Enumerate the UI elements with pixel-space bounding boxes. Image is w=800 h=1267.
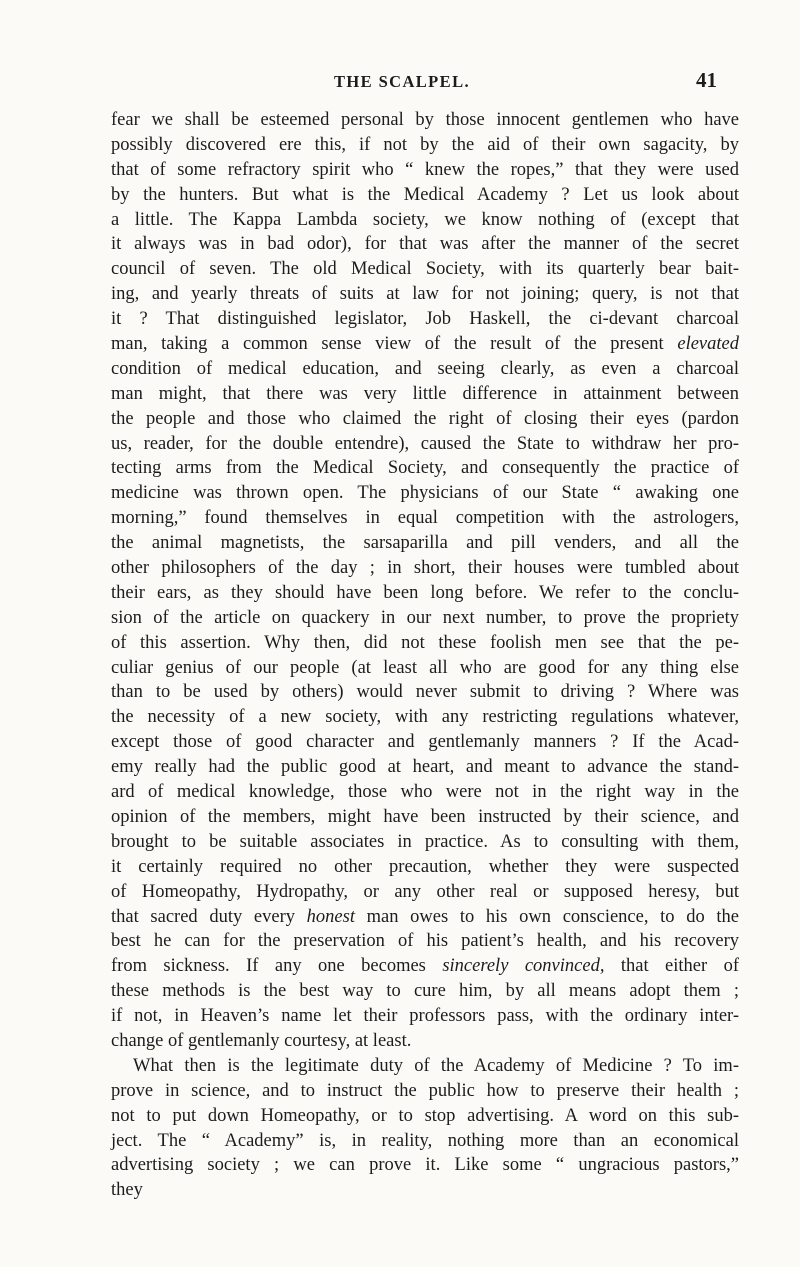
text-line xyxy=(111,556,739,581)
line-text: these methods is the best way to cure him, by all means adopt them ; xyxy=(111,981,739,1002)
line-text: by the hunters. But what is the Medical Academy ? Let us look about xyxy=(111,184,739,205)
text-line xyxy=(111,830,739,855)
line-text: their ears, as they should have been long before. We refer to the conclu- xyxy=(111,582,739,603)
line-text: the animal magnetists, the sarsaparilla and pill venders, and all the xyxy=(111,533,739,554)
text-line xyxy=(111,232,739,257)
line-text: change of gentlemanly courtesy, at least. xyxy=(111,1030,412,1051)
text-line xyxy=(111,606,739,631)
text-line xyxy=(111,432,739,457)
text-line xyxy=(111,133,739,158)
line-text: us, reader, for the double entendre), caused the State to withdraw her pro- xyxy=(111,433,739,454)
line-text: man, taking a common sense view of the result of the present xyxy=(111,334,678,355)
line-text: ing, and yearly threats of suits at law for not joining; query, is not that xyxy=(111,284,739,305)
text-line xyxy=(111,680,739,705)
text-line xyxy=(111,1079,739,1104)
line-text: that either of xyxy=(604,956,740,977)
text-line xyxy=(111,631,739,656)
line-text: if not, in Heaven’s name let their professors pass, with the ordinary inter- xyxy=(111,1006,739,1027)
running-head: THE SCALPEL. xyxy=(334,72,470,91)
line-text: the people and those who claimed the right of closing their eyes (pardon xyxy=(111,408,739,429)
text-line xyxy=(111,979,739,1004)
line-text: it certainly required no other precaution, whether they were suspected xyxy=(111,856,739,877)
body-text xyxy=(111,108,739,1203)
line-text: council of seven. The old Medical Society, with its quarterly bear bait- xyxy=(111,259,739,280)
text-line xyxy=(111,456,739,481)
line-text: they xyxy=(111,1180,143,1201)
line-text: except those of good character and gentlemanly manners ? If the Acad- xyxy=(111,732,739,753)
text-line xyxy=(111,531,739,556)
text-line xyxy=(111,357,739,382)
text-line xyxy=(111,656,739,681)
text-line xyxy=(111,407,739,432)
line-text: morning,” found themselves in equal competition with the astrologers, xyxy=(111,508,739,529)
line-text: man owes to his own conscience, to do the xyxy=(354,906,739,927)
text-line xyxy=(111,730,739,755)
line-text: advertising society ; we can prove it. Like some “ ungracious pastors,” xyxy=(111,1155,739,1176)
line-text: ject. The “ Academy” is, in reality, nothing more than an economical xyxy=(111,1130,739,1151)
line-text: culiar genius of our people (at least all who are good for any thing else xyxy=(111,657,739,678)
text-line xyxy=(111,382,739,407)
text-line xyxy=(111,1104,739,1129)
text-line xyxy=(111,954,739,979)
text-line xyxy=(111,183,739,208)
line-text: other philosophers of the day ; in short, their houses were tumbled about xyxy=(111,558,739,579)
text-line xyxy=(111,705,739,730)
line-text: of Homeopathy, Hydropathy, or any other real or supposed heresy, but xyxy=(111,881,739,902)
text-line xyxy=(111,506,739,531)
line-text: than to be used by others) would never submit to driving ? Where was xyxy=(111,682,739,703)
line-text: of this assertion. Why then, did not these foolish men see that the pe- xyxy=(111,632,739,653)
line-text: from sickness. If any one becomes xyxy=(111,956,443,977)
text-line xyxy=(111,581,739,606)
italic-text: sincerely convinced, xyxy=(442,956,605,977)
italic-text: elevated xyxy=(677,334,739,355)
line-text: condition of medical education, and seeing clearly, as even a charcoal xyxy=(111,358,739,379)
text-line xyxy=(111,1153,739,1178)
line-text: man might, that there was very little difference in attainment between xyxy=(111,383,739,404)
text-line xyxy=(111,307,739,332)
text-line xyxy=(111,755,739,780)
text-line xyxy=(111,1004,739,1029)
text-line xyxy=(111,158,739,183)
line-text: prove in science, and to instruct the public how to preserve their health ; xyxy=(111,1080,739,1101)
paragraph xyxy=(111,1054,739,1203)
text-line xyxy=(111,108,739,133)
line-text: possibly discovered ere this, if not by the aid of their own sagacity, by xyxy=(111,134,739,155)
text-line xyxy=(111,1178,739,1203)
text-line xyxy=(111,208,739,233)
text-line xyxy=(111,880,739,905)
line-text: What then is the legitimate duty of the Academy of Medicine ? To im- xyxy=(133,1055,739,1076)
line-text: it ? That distinguished legislator, Job Haskell, the ci-devant charcoal xyxy=(111,309,739,330)
line-text: medicine was thrown open. The physicians of our State “ awaking one xyxy=(111,483,739,504)
text-line xyxy=(111,905,739,930)
line-text: tecting arms from the Medical Society, and consequently the practice of xyxy=(111,458,739,479)
line-text: opinion of the members, might have been instructed by their science, and xyxy=(111,806,739,827)
line-text: brought to be suitable associates in practice. As to consulting with them, xyxy=(111,831,739,852)
text-line xyxy=(111,332,739,357)
line-text: sion of the article on quackery in our next number, to prove the propriety xyxy=(111,607,739,628)
line-text: that sacred duty every xyxy=(111,906,307,927)
line-text: fear we shall be esteemed personal by those innocent gentlemen who have xyxy=(111,110,739,130)
line-text: a little. The Kappa Lambda society, we know nothing of (except that xyxy=(111,209,739,230)
line-text: ard of medical knowledge, those who were not in the right way in the xyxy=(111,782,739,803)
text-line xyxy=(111,855,739,880)
line-text: that of some refractory spirit who “ knew the ropes,” that they were used xyxy=(111,159,739,180)
text-line xyxy=(111,929,739,954)
line-text: it always was in bad odor), for that was after the manner of the secret xyxy=(111,234,739,255)
text-line xyxy=(111,1054,739,1079)
text-line xyxy=(111,1029,739,1054)
line-text: the necessity of a new society, with any restricting regulations whatever, xyxy=(111,707,739,728)
page-number: 41 xyxy=(696,68,717,92)
line-text: not to put down Homeopathy, or to stop advertising. A word on this sub- xyxy=(111,1105,739,1126)
text-line xyxy=(111,481,739,506)
line-text: emy really had the public good at heart, and meant to advance the stand- xyxy=(111,757,739,778)
text-line xyxy=(111,805,739,830)
text-line xyxy=(111,1129,739,1154)
text-line xyxy=(111,257,739,282)
line-text: best he can for the preservation of his patient’s health, and his recovery xyxy=(111,931,739,952)
text-line xyxy=(111,780,739,805)
text-line xyxy=(111,282,739,307)
paragraph xyxy=(111,108,739,1054)
italic-text: honest xyxy=(306,906,355,927)
